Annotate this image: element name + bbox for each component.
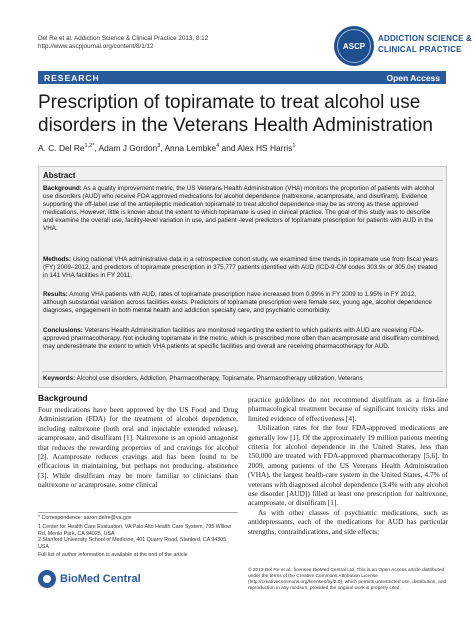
- article-url[interactable]: http://www.ascpjournal.org/content/8/1/12: [38, 43, 154, 50]
- section-label: Methods:: [43, 256, 71, 263]
- affiliation-note: 1 Center for Health Care Evaluation, VA Palo Alto Health Care System, 795 Willow Rd, Menlo Park, CA 94025, USA: [38, 524, 232, 537]
- author-name: Alex HS Harris: [237, 143, 293, 153]
- author-list: [38, 143, 448, 153]
- publisher-name: BioMed Central: [60, 573, 141, 585]
- journal-logo-letters: ASCP: [342, 41, 366, 51]
- section-label: Keywords:: [43, 375, 76, 382]
- affiliation-note: 2 Stanford University School of Medicine, 401 Quarry Road, Stanford, CA 94305, USA: [38, 537, 228, 550]
- abstract-results: [43, 291, 441, 315]
- divider: [42, 371, 443, 372]
- paragraph: As with other classes of psychiatric medications, such as antidepressants, each of the medications for AUD has particular strengths, contraindications, and side effects;: [248, 507, 448, 536]
- author-affiliation-marker: 1,2*: [84, 143, 95, 150]
- divider: [42, 180, 443, 181]
- section-text: Among VHA patients with AUD, rates of topiramate prescription have increased from 0.99% in FY 2009 to 1.95% in FY 2012, although substantial variation across facilities exists. Predictors of topiramate prescription were female sex, young age, alcohol dependence diagnoses, engagement in both mental health and addiction specialty care, and psychiatric comorbidity.: [43, 291, 432, 315]
- keywords: [43, 375, 441, 383]
- author-separator: and: [219, 143, 238, 153]
- journal-name-line2: CLINICAL PRACTICE: [378, 45, 462, 54]
- keywords-text: Alcohol use disorders, Addiction, Pharmacotherapy, Topiramate, Pharmacotherapy utilization, Veterans: [75, 375, 363, 382]
- abstract-conclusions: [43, 327, 441, 351]
- publisher-logo: [38, 570, 141, 588]
- correspondence-note: * Correspondence: aaron.delre@va.gov: [38, 515, 132, 521]
- author-affiliation-marker: 3: [157, 143, 161, 150]
- paragraph: practice guidelines do not recommend disulfiram as a first-line pharmacological treatment because of significant toxicity risks and limited evidence of effectiveness [4].: [248, 395, 448, 423]
- abstract-background: [43, 185, 441, 234]
- journal-name-line1: ADDICTION SCIENCE &: [378, 34, 473, 43]
- citation-line: Del Re et al. Addiction Science & Clinical Practice 2013, 8:12: [38, 35, 209, 42]
- paragraph: Utilization rates for the four FDA-approved medications are generally low [1]. Of the approximately 19 million patients meeting criteria for alcohol dependence in the United States, less than 150,000 are treated with FDA-approved pharmacotherapy [5,6]. In 2009, among patients of the US Veterans Health Administration (VHA), the largest health-care system in the United States, 4.7% of veterans with diagnosed alcohol dependence (3.4% with any alcohol use disorder [AUD]) filled at least one prescription for naltrexone, acamprosate, or disulfiram [1].: [248, 423, 448, 508]
- section-label: Background:: [43, 185, 82, 192]
- author-name: A. C. Del Re: [38, 143, 85, 153]
- body-column-left: [38, 405, 238, 490]
- article-type-banner: [38, 71, 446, 84]
- author-separator: ,: [160, 143, 165, 153]
- section-label: Conclusions:: [43, 327, 83, 334]
- author-separator: ,: [94, 143, 99, 153]
- author-affiliation-marker: 4: [216, 143, 220, 150]
- abstract-heading: Abstract: [43, 171, 76, 180]
- open-access-label: Open Access: [386, 72, 440, 83]
- section-label: Results:: [43, 291, 68, 298]
- author-info-note: Full list of author information is available at the end of the article: [38, 552, 188, 558]
- body-column-right: [248, 395, 448, 536]
- article-title: Prescription of topiramate to treat alcohol use disorders in the Veterans Health Administration: [38, 92, 433, 136]
- journal-logo-icon: [334, 26, 374, 66]
- section-text: Using national VHA administrative data in a retrospective cohort study, we examined time trends in topiramate use from fiscal years (FY) 2009–2012, and predictors of topiramate prescription in 375,777 patients identified with AUD (ICD-9-CM codes 303.9x or 305.0x) treated in 141 VHA facilities in FY 2011.: [43, 256, 439, 280]
- license-text: © 2013 Del Re et al.; licensee BioMed Central Ltd. This is an Open Access article distributed under the terms of the Creative Commons Attribution License (http://creativecommons.org/licenses/by/2.0), which permits unrestricted use, distribution, and reproduction in any medium, provided the original work is properly cited.: [248, 568, 447, 591]
- author-name: Anna Lembke: [164, 143, 217, 153]
- divider: [38, 512, 238, 513]
- author-affiliation-marker: 1: [292, 143, 296, 150]
- abstract-methods: [43, 256, 441, 280]
- section-heading: Background: [38, 393, 88, 403]
- biomed-central-icon: [38, 570, 56, 588]
- article-type-label: RESEARCH: [44, 72, 100, 83]
- paragraph: Four medications have been approved by the US Food and Drug Administration (FDA) for the treatment of alcohol dependence, including naltrexone (both oral and injectable extended release), acamprosate, and disulfiram [1]. Naltrexone is an opioid antagonist that reduces the rewarding properties of and cravings for alcohol [2]. Acamprosate reduces cravings and has been found to be efficacious in maintaining, but perhaps not producing, abstinence [3]. While disulfiram may be more familiar to clinicians than naltrexone or acamprosate, some clinical: [38, 405, 238, 490]
- section-text: Veterans Health Administration facilities are monitored regarding the extent to which patients with AUD are receiving FDA-approved pharmacotherapy. Not including topiramate in the metric, which is prescribed more often than acamprosate and disulfiram combined, may underestimate the extent to which VHA patients at specific facilities and overall are receiving pharmacotherapy for AUD.: [43, 327, 440, 351]
- section-text: As a quality improvement metric, the US Veterans Health Administration (VHA) monitors the proportion of patients with alcohol use disorders (AUD) who receive FDA approved medications for alcohol dependence (naltrexone, acamprosate, and disulfiram). Evidence supporting the off-label use of the antiepileptic medication topiramate to treat alcohol dependence may be as strong as these approved medications. However, little is known about the extent to which topiramate is used in clinical practice. The goal of this study was to describe and examine the overall use, facility-level variation in use, and patient -level predictors of topiramate prescription for patients with AUD in the VHA.: [43, 185, 435, 233]
- author-name: Adam J Gordon: [98, 143, 158, 153]
